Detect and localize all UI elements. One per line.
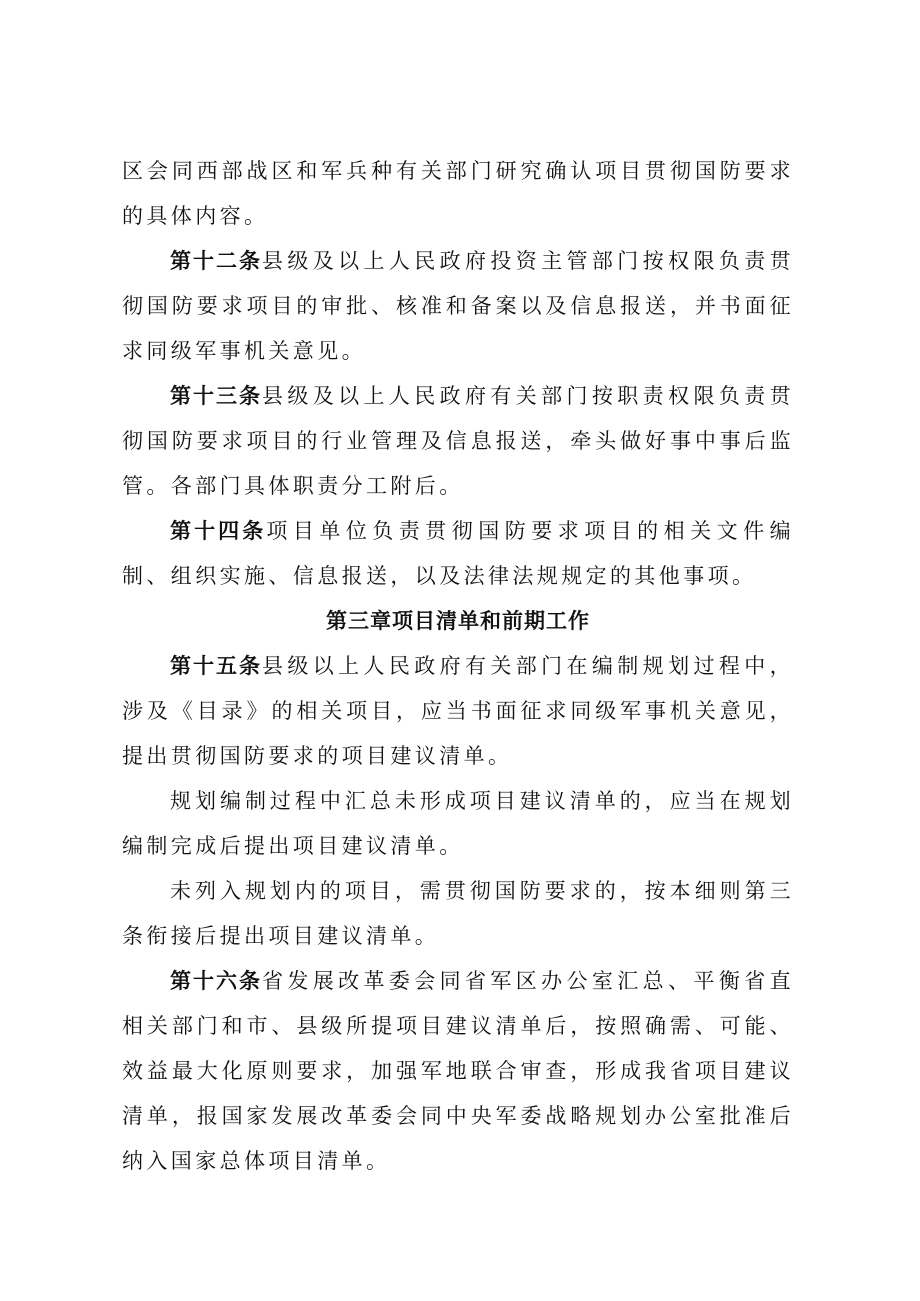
- article-12-number: 第十二条: [170, 249, 262, 273]
- paragraph-continued: 区会同西部战区和军兵种有关部门研究确认项目贯彻国防要求的具体内容。: [122, 159, 794, 228]
- article-15-number: 第十五条: [170, 654, 262, 678]
- article-15-paragraph-3: 未列入规划内的项目，需贯彻国防要求的，按本细则第三条衔接后提出项目建议清单。: [122, 879, 794, 948]
- article-13: [122, 374, 794, 509]
- article-13-number: 第十三条: [170, 384, 262, 408]
- article-12: [122, 239, 794, 374]
- article-14-text: 项目单位负责贯彻国防要求项目的相关文件编制、组织实施、信息报送，以及法律法规规定的其他事项。: [122, 519, 795, 588]
- article-16: [122, 959, 794, 1184]
- article-12-text: 县级及以上人民政府投资主管部门按权限负责贯彻国防要求项目的审批、核准和备案以及信息报送，并书面征求同级军事机关意见。: [122, 249, 794, 363]
- chapter-3-heading: 第三章项目清单和前期工作: [326, 609, 590, 633]
- article-16-number: 第十六条: [170, 969, 262, 993]
- article-15-text: 县级以上人民政府有关部门在编制规划过程中，涉及《目录》的相关项目，应当书面征求同级军事机关意见，提出贯彻国防要求的项目建议清单。: [122, 654, 794, 768]
- article-14-number: 第十四条: [170, 519, 267, 543]
- article-15-paragraph-2: 规划编制过程中汇总未形成项目建议清单的，应当在规划编制完成后提出项目建议清单。: [122, 789, 794, 858]
- article-16-text: 省发展改革委会同省军区办公室汇总、平衡省直相关部门和市、县级所提项目建议清单后，按照确需、可能、效益最大化原则要求，加强军地联合审查，形成我省项目建议清单，报国家发展改革委会同中央军委战略规划办公室批准后纳入国家总体项目清单。: [122, 969, 794, 1173]
- article-13-text: 县级及以上人民政府有关部门按职责权限负责贯彻国防要求项目的行业管理及信息报送，牵头做好事中事后监管。各部门具体职责分工附后。: [122, 384, 794, 498]
- article-14: [122, 509, 794, 599]
- document-page: [122, 149, 794, 1184]
- article-15: [122, 644, 794, 779]
